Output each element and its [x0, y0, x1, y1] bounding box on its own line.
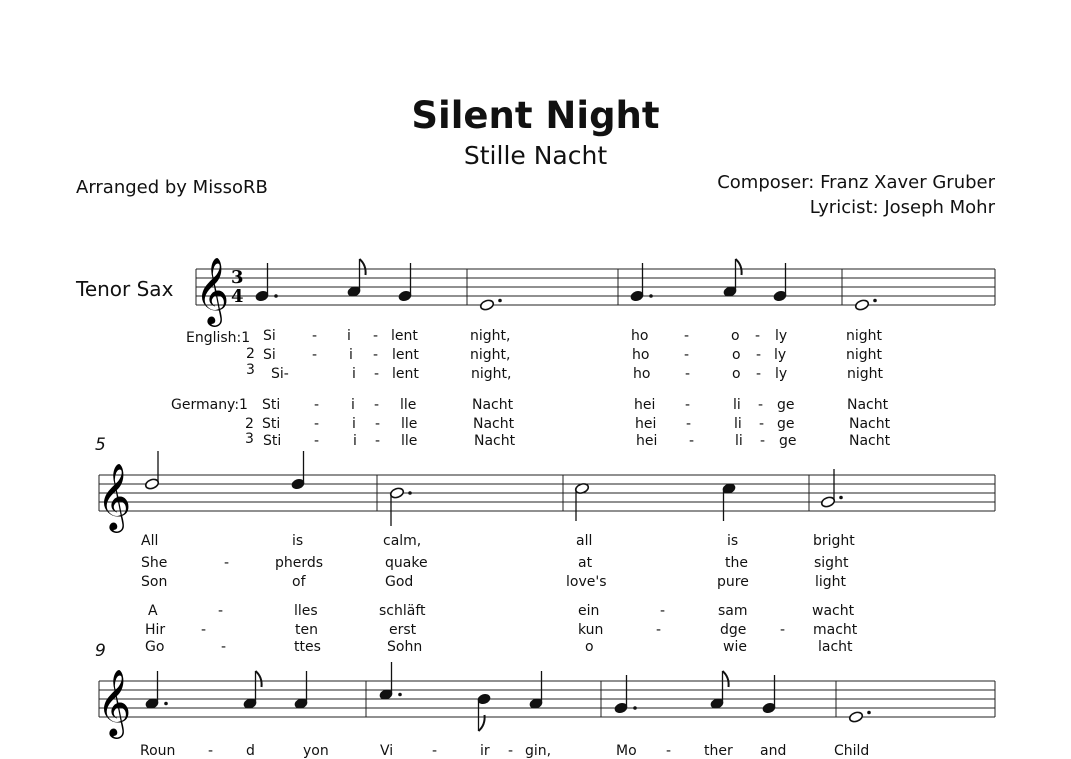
- lyric-syllable: lle: [401, 416, 418, 432]
- lyric-hyphen: -: [375, 416, 381, 432]
- lyric-syllable: hei: [635, 416, 657, 432]
- verse-label-english-2: 2: [246, 346, 255, 362]
- lyric-syllable: Vi: [380, 743, 394, 759]
- lyric-syllable: night,: [471, 366, 512, 382]
- instrument-name: Tenor Sax: [76, 277, 174, 301]
- lyric-syllable: Son: [141, 574, 168, 590]
- lyric-hyphen: -: [758, 397, 764, 413]
- verse-label-german-2: 2: [245, 416, 254, 432]
- lyric-syllable: lles: [294, 603, 318, 619]
- lyric-hyphen: -: [218, 603, 224, 619]
- lyric-hyphen: -: [224, 555, 230, 571]
- lyric-syllable: Sti: [263, 433, 282, 449]
- lyric-syllable: gin,: [525, 743, 552, 759]
- lyric-hyphen: -: [374, 366, 380, 382]
- lyric-hyphen: -: [374, 397, 380, 413]
- notes-system-3: [145, 662, 871, 731]
- lyric-hyphen: -: [760, 433, 766, 449]
- lyric-syllable: schläft: [379, 603, 426, 619]
- arranger-credit: Arranged by MissoRB: [76, 177, 268, 198]
- lyric-hyphen: -: [684, 328, 690, 344]
- lyric-syllable: i: [351, 397, 355, 413]
- treble-clef-icon: 𝄞: [97, 462, 132, 530]
- lyric-hyphen: -: [684, 347, 690, 363]
- lyric-hyphen: -: [685, 366, 691, 382]
- lyric-hyphen: -: [666, 743, 672, 759]
- lyric-hyphen: -: [375, 433, 381, 449]
- lyric-syllable: d: [246, 743, 255, 759]
- lyric-syllable: ge: [779, 433, 797, 449]
- lyric-syllable: of: [292, 574, 306, 590]
- lyric-syllable: pherds: [275, 555, 324, 571]
- lyric-hyphen: -: [756, 366, 762, 382]
- lyric-syllable: lacht: [818, 639, 853, 655]
- lyric-syllable: lent: [391, 328, 418, 344]
- lyric-syllable: ly: [775, 328, 788, 344]
- lyric-syllable: ly: [774, 347, 787, 363]
- lyric-syllable: Go: [145, 639, 165, 655]
- lyric-syllable: Si-: [271, 366, 289, 382]
- lyric-syllable: is: [727, 533, 739, 549]
- lyric-syllable: i: [347, 328, 351, 344]
- lyric-syllable: i: [353, 433, 357, 449]
- lyric-syllable: o: [732, 347, 741, 363]
- lyric-hyphen: -: [312, 328, 318, 344]
- lyric-syllable: Mo: [616, 743, 637, 759]
- treble-clef-icon: 𝄞: [195, 256, 230, 324]
- lyric-syllable: lent: [392, 366, 419, 382]
- lyric-syllable: at: [578, 555, 593, 571]
- lyric-hyphen: -: [312, 347, 318, 363]
- lyric-syllable: ge: [777, 397, 795, 413]
- lyric-hyphen: -: [201, 622, 207, 638]
- lyric-syllable: macht: [813, 622, 858, 638]
- lyric-hyphen: -: [759, 416, 765, 432]
- lyric-syllable: i: [349, 347, 353, 363]
- lyric-syllable: Nacht: [847, 397, 889, 413]
- lyric-syllable: kun: [578, 622, 604, 638]
- verse-label-english-3: 3: [246, 362, 255, 378]
- lyric-syllable: dge: [720, 622, 747, 638]
- lyric-hyphen: -: [780, 622, 786, 638]
- lyric-hyphen: -: [689, 433, 695, 449]
- lyric-syllable: o: [731, 328, 740, 344]
- lyric-syllable: Nacht: [474, 433, 516, 449]
- lyric-hyphen: -: [314, 433, 320, 449]
- lyric-hyphen: -: [208, 743, 214, 759]
- lyric-hyphen: -: [508, 743, 514, 759]
- score-title: Silent Night: [411, 94, 660, 137]
- lyric-syllable: ttes: [294, 639, 321, 655]
- lyric-hyphen: -: [686, 416, 692, 432]
- lyric-syllable: Child: [834, 743, 870, 759]
- lyric-syllable: sam: [718, 603, 748, 619]
- lyric-syllable: ho: [633, 366, 651, 382]
- lyric-hyphen: -: [373, 328, 379, 344]
- lyric-syllable: ten: [295, 622, 318, 638]
- lyric-syllable: ge: [777, 416, 795, 432]
- lyric-hyphen: -: [660, 603, 666, 619]
- lyric-syllable: lle: [401, 433, 418, 449]
- lyric-syllable: ther: [704, 743, 733, 759]
- lyric-syllable: ir: [480, 743, 490, 759]
- lyric-syllable: bright: [813, 533, 855, 549]
- lyric-syllable: all: [576, 533, 593, 549]
- lyric-hyphen: -: [685, 397, 691, 413]
- lyric-syllable: is: [292, 533, 304, 549]
- lyric-syllable: yon: [303, 743, 329, 759]
- measure-number-9: 9: [95, 641, 106, 661]
- lyric-syllable: li: [733, 397, 741, 413]
- lyric-syllable: ho: [631, 328, 649, 344]
- lyric-syllable: lent: [392, 347, 419, 363]
- lyric-syllable: hei: [636, 433, 658, 449]
- lyric-syllable: i: [352, 366, 356, 382]
- notes-system-2: [144, 451, 842, 526]
- staff-system-3: [99, 681, 995, 717]
- lyric-syllable: ho: [632, 347, 650, 363]
- time-signature-bottom: 4: [231, 286, 244, 307]
- lyric-hyphen: -: [314, 397, 320, 413]
- lyric-syllable: o: [732, 366, 741, 382]
- lyric-syllable: calm,: [383, 533, 422, 549]
- lyric-syllable: sight: [814, 555, 849, 571]
- lyric-syllable: ein: [578, 603, 600, 619]
- lyric-syllable: Nacht: [849, 433, 891, 449]
- composer-credit: Composer: Franz Xaver Gruber: [717, 172, 995, 193]
- lyric-syllable: Sti: [262, 397, 281, 413]
- measure-number-5: 5: [95, 435, 106, 455]
- lyric-syllable: the: [725, 555, 748, 571]
- lyric-syllable: wacht: [812, 603, 855, 619]
- lyric-syllable: All: [141, 533, 159, 549]
- lyric-syllable: Roun: [140, 743, 176, 759]
- lyric-syllable: Si: [263, 347, 276, 363]
- lyric-syllable: li: [734, 416, 742, 432]
- lyric-hyphen: -: [373, 347, 379, 363]
- lyric-syllable: Hir: [145, 622, 166, 638]
- lyric-syllable: night: [847, 366, 884, 382]
- time-signature-top: 3: [231, 267, 244, 288]
- staff-system-2: [99, 475, 995, 511]
- lyric-syllable: night,: [470, 347, 511, 363]
- lyric-syllable: Sti: [262, 416, 281, 432]
- lyric-hyphen: -: [656, 622, 662, 638]
- lyric-hyphen: -: [432, 743, 438, 759]
- lyric-syllable: A: [148, 603, 158, 619]
- lyric-hyphen: -: [314, 416, 320, 432]
- lyric-syllable: ly: [775, 366, 788, 382]
- verse-label-german-3: 3: [245, 431, 254, 447]
- lyric-syllable: hei: [634, 397, 656, 413]
- verse-label-english-1: English:1: [186, 330, 251, 346]
- lyric-syllable: lle: [400, 397, 417, 413]
- treble-clef-icon: 𝄞: [97, 668, 132, 736]
- lyric-syllable: Nacht: [473, 416, 515, 432]
- verse-label-german-1: Germany:1: [171, 397, 248, 413]
- notes-system-1: [255, 259, 877, 311]
- lyric-syllable: God: [385, 574, 414, 590]
- lyric-syllable: wie: [723, 639, 747, 655]
- lyric-syllable: light: [815, 574, 847, 590]
- lyric-syllable: Sohn: [387, 639, 423, 655]
- lyric-syllable: and: [760, 743, 787, 759]
- lyric-syllable: night: [846, 328, 883, 344]
- lyric-hyphen: -: [756, 347, 762, 363]
- lyric-syllable: Nacht: [849, 416, 891, 432]
- lyric-syllable: love's: [566, 574, 607, 590]
- lyric-syllable: o: [585, 639, 594, 655]
- lyric-syllable: li: [735, 433, 743, 449]
- score-subtitle: Stille Nacht: [463, 141, 608, 170]
- lyric-syllable: Si: [263, 328, 276, 344]
- lyric-syllable: She: [141, 555, 168, 571]
- lyricist-credit: Lyricist: Joseph Mohr: [809, 197, 995, 218]
- lyric-syllable: night,: [470, 328, 511, 344]
- lyric-syllable: i: [352, 416, 356, 432]
- lyric-syllable: quake: [385, 555, 428, 571]
- lyric-hyphen: -: [755, 328, 761, 344]
- lyric-hyphen: -: [221, 639, 227, 655]
- lyric-syllable: erst: [389, 622, 417, 638]
- lyric-syllable: night: [846, 347, 883, 363]
- lyric-syllable: pure: [717, 574, 749, 590]
- lyric-syllable: Nacht: [472, 397, 514, 413]
